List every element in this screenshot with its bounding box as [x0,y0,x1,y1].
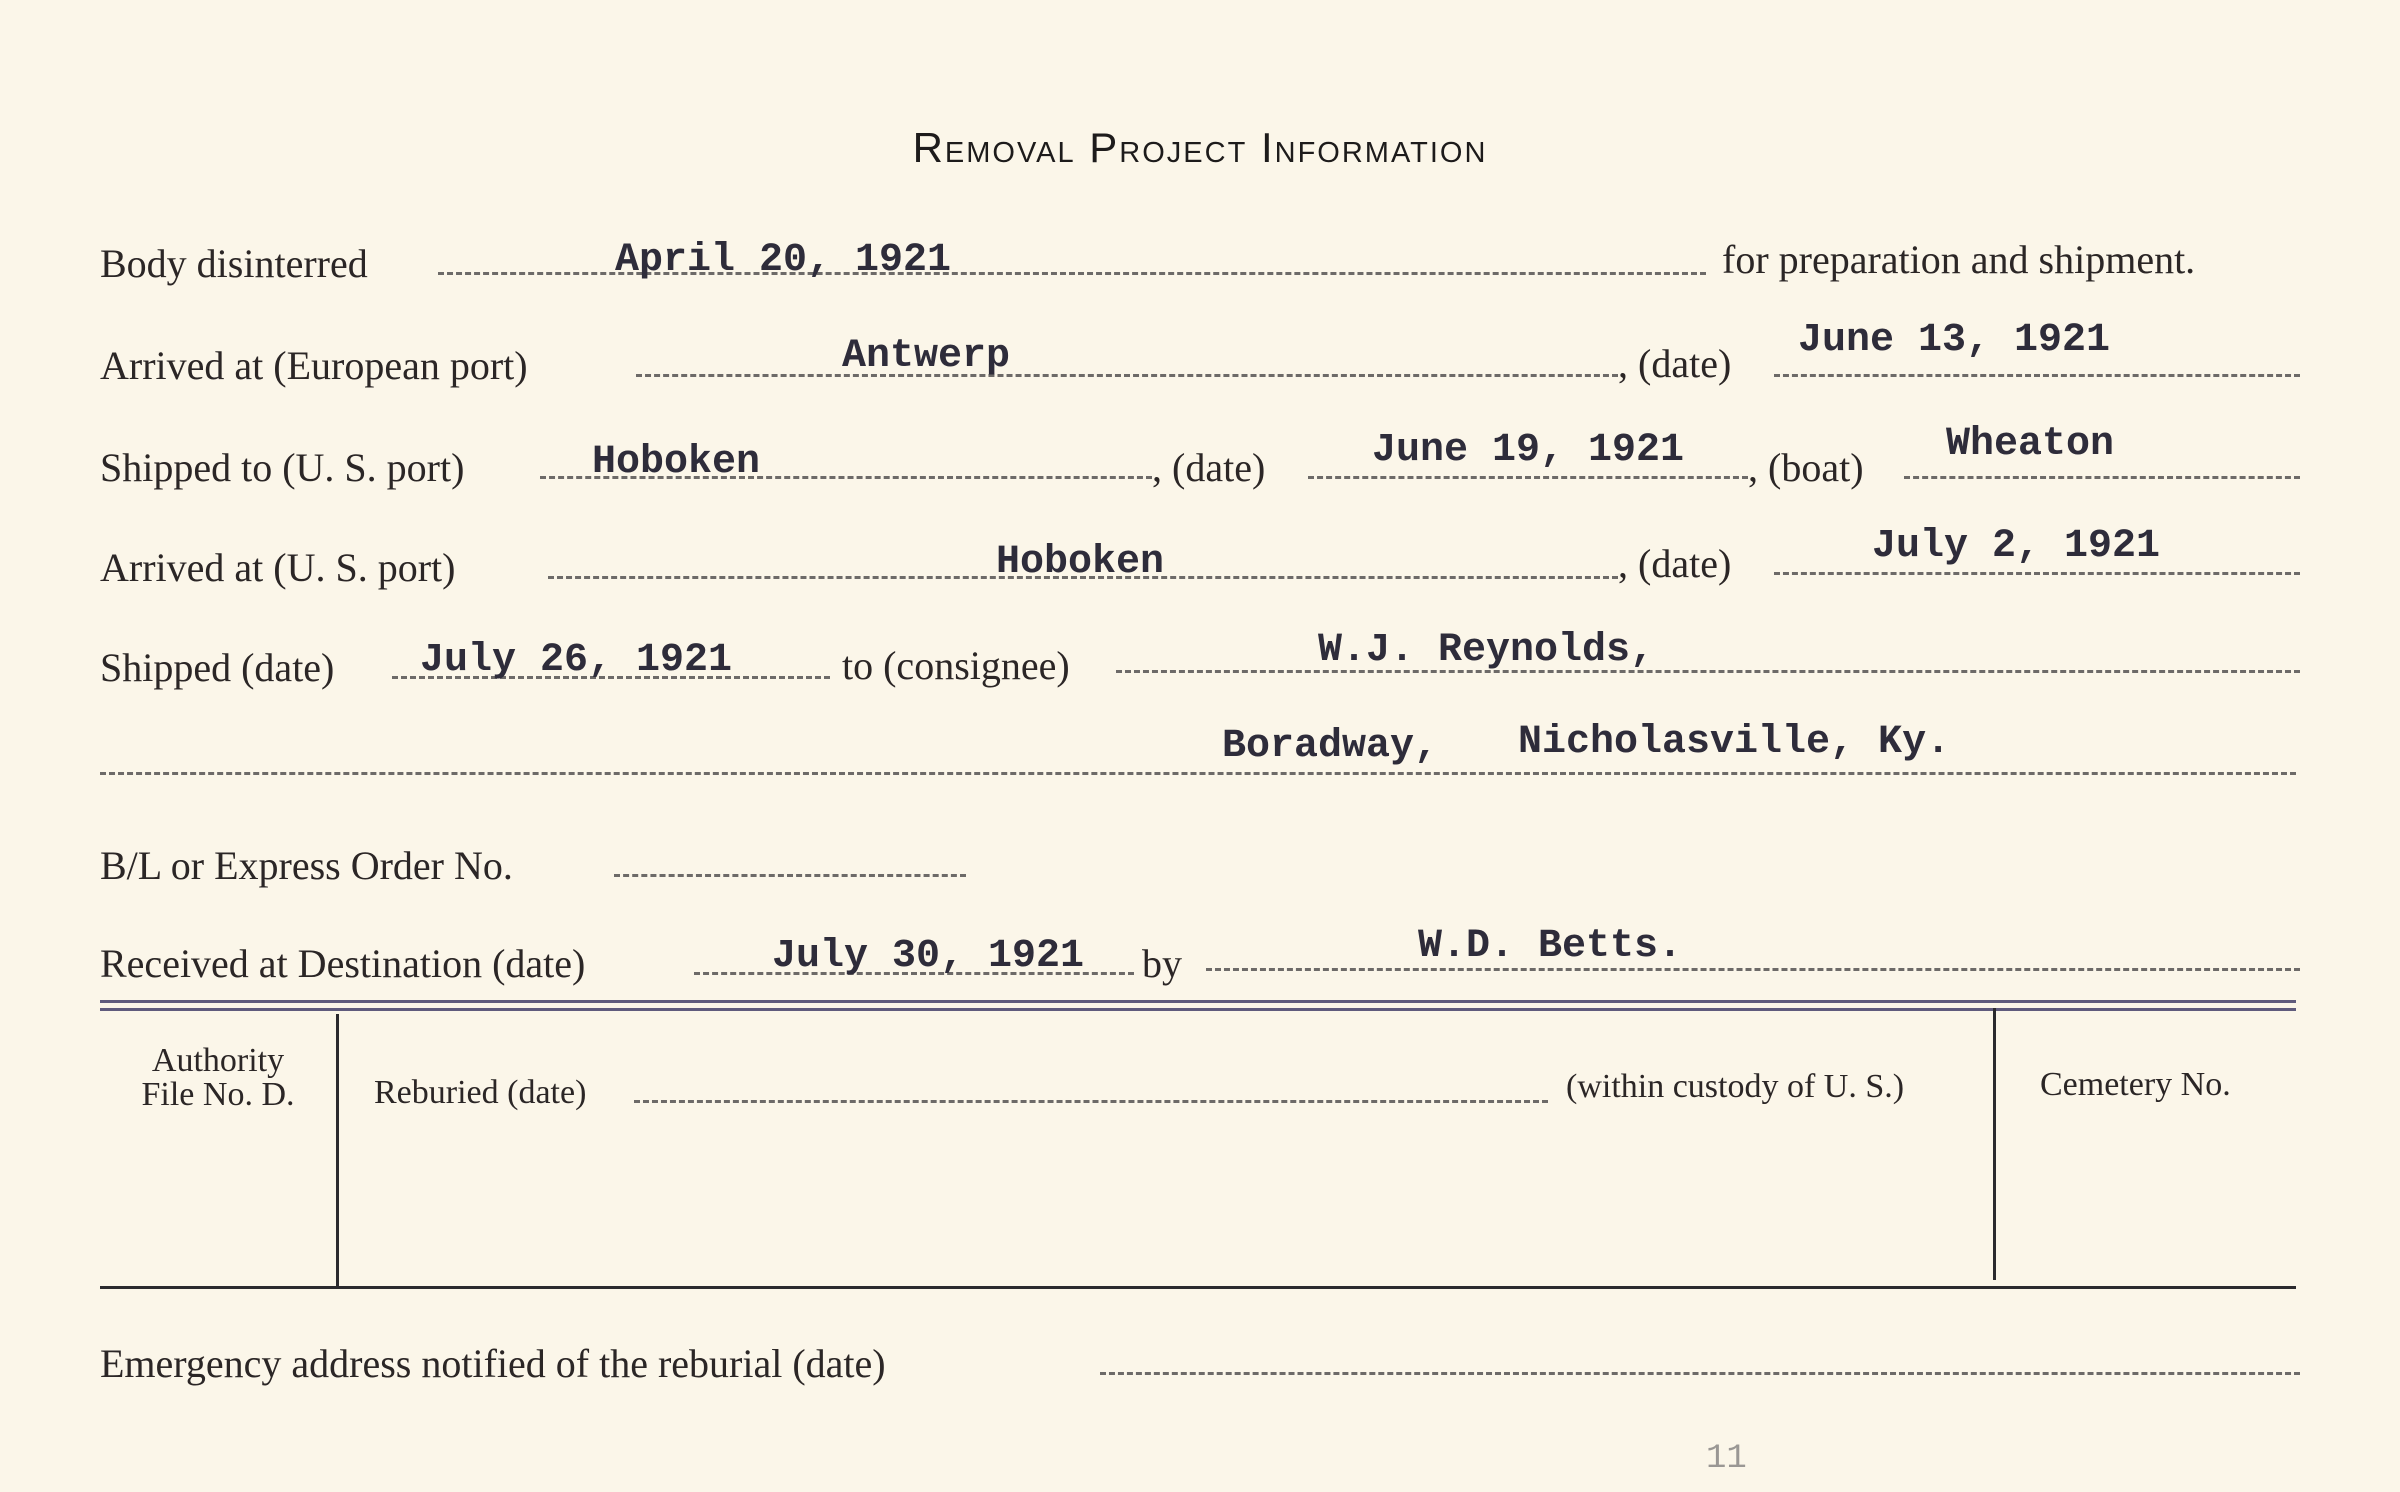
arrived-europe-date-label: , (date) [1618,341,1732,386]
shipped-us-date-line [1308,476,1748,479]
consignee-address-line [100,772,2296,775]
bl-line [614,874,966,877]
cemetery-label: Cemetery No. [2040,1066,2231,1103]
received-by-label: by [1142,941,1182,986]
consignee-label: to (consignee) [842,643,1070,688]
shipped-date-value: July 26, 1921 [420,638,733,683]
arrived-europe-value: Antwerp [842,334,1011,379]
received-by: W.D. Betts. [1418,924,1683,969]
box-divider-right [1993,1008,1996,1280]
shipped-us-value: Hoboken [592,440,761,485]
consignee-name: W.J. Reynolds, [1318,628,1655,673]
arrived-us-date-label: , (date) [1618,541,1732,586]
authority-line2: File No. D. [141,1076,295,1113]
box-divider-left [336,1014,339,1286]
custody-label: (within custody of U. S.) [1566,1068,1905,1105]
emergency-label: Emergency address notified of the reburial (date) [100,1341,886,1386]
authority-label [100,1044,336,1112]
arrived-us-date: July 2, 1921 [1872,524,2161,569]
arrived-europe-date: June 13, 1921 [1798,318,2111,363]
box-bottom-rule [100,1286,2296,1289]
shipped-us-date-label: , (date) [1152,445,1266,490]
shipped-us-date: June 19, 1921 [1372,428,1685,473]
shipped-us-label: Shipped to (U. S. port) [100,445,465,490]
disinterred-suffix: for preparation and shipment. [1722,237,2196,282]
box-top-rule [100,1000,2296,1003]
received-label: Received at Destination (date) [100,941,586,986]
received-date: July 30, 1921 [772,934,1085,979]
disinterred-label: Body disinterred [100,241,368,286]
emergency-line [1100,1372,2300,1375]
page-mark: 11 [1706,1440,1747,1478]
arrived-us-date-line [1774,572,2300,575]
reburied-line [634,1100,1548,1103]
box-top-rule-inner [100,1008,2296,1011]
shipped-us-boat-label: , (boat) [1748,445,1864,490]
authority-line1: Authority [151,1042,285,1079]
form-title: Removal Project Information [912,124,1488,171]
arrived-europe-label: Arrived at (European port) [100,343,528,388]
disinterred-value: April 20, 1921 [615,238,952,283]
arrived-us-label: Arrived at (U. S. port) [100,545,456,590]
arrived-europe-date-line [1774,374,2300,377]
consignee-street: Boradway, [1222,724,1439,769]
received-by-line [1206,968,2300,971]
consignee-city: Nicholasville, Ky. [1518,720,1951,765]
consignee-line [1116,670,2300,673]
arrived-europe-line [636,374,1618,377]
shipped-us-boat: Wheaton [1946,422,2115,467]
arrived-us-value: Hoboken [996,540,1165,585]
reburied-label: Reburied (date) [374,1074,587,1111]
shipped-date-label: Shipped (date) [100,645,335,690]
bl-label: B/L or Express Order No. [100,843,513,888]
shipped-us-boat-line [1904,476,2300,479]
